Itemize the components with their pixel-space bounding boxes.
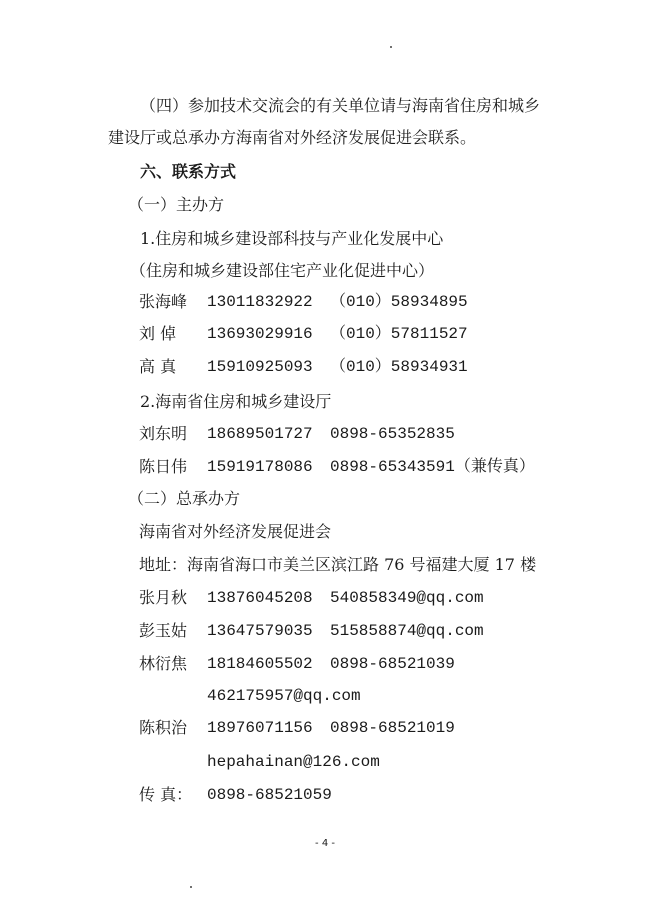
contact-name: 陈日伟 [139,457,188,476]
contact-name: 陈积治 [139,718,188,737]
contact-email: 462175957@qq.com [207,687,361,705]
contact-phone: （010）58934895 [330,293,468,311]
item4-line1: （四）参加技术交流会的有关单位请与海南省住房和城乡 [140,96,541,115]
contact-name: 刘 倬 [139,324,177,343]
contact-phone: （010）57811527 [330,325,468,343]
page-number: - 4 - [315,838,335,849]
item4-line2: 建设厅或总承办方海南省对外经济发展促进会联系。 [108,128,477,147]
sponsor-org1-alias: （住房和城乡建设部住宅产业化促进中心） [130,261,435,280]
contact-name: 刘东明 [139,424,188,443]
section6-heading: 六、联系方式 [140,162,237,181]
contact-name: 高 真 [139,357,177,376]
fax-number: 0898-68521059 [207,786,332,804]
contact-mobile: 18976071156 [207,719,313,737]
organizer-org: 海南省对外经济发展促进会 [139,522,332,541]
contact-name: 林衍焦 [139,654,188,673]
contact-name: 彭玉姑 [139,621,188,640]
contact-phone: 0898-65352835 [330,425,455,443]
contact-mobile: 13647579035 [207,622,313,640]
contact-name: 张海峰 [139,292,188,311]
sponsor-org2: 2.海南省住房和城乡建设厅 [140,392,332,411]
sponsor-heading: （一）主办方 [128,195,225,214]
contact-phone: 0898-68521039 [330,655,455,673]
fax-label: 传 真： [139,785,193,804]
scan-speck-top [390,46,392,48]
contact-mobile: 15919178086 [207,458,313,476]
contact-email: 515858874@qq.com [330,622,484,640]
sponsor-org1: 1.住房和城乡建设部科技与产业化发展中心 [140,229,444,248]
contact-mobile: 13693029916 [207,325,313,343]
contact-mobile: 15910925093 [207,358,313,376]
organizer-heading: （二）总承办方 [128,489,241,508]
contact-email: hepahainan@126.com [207,753,380,771]
contact-name: 张月秋 [139,588,188,607]
contact-phone: 0898-68521019 [330,719,455,737]
contact-phone: 0898-65343591（兼传真） [330,458,535,476]
scan-speck-bottom [190,886,192,888]
contact-mobile: 18689501727 [207,425,313,443]
contact-mobile: 13876045208 [207,589,313,607]
contact-email: 540858349@qq.com [330,589,484,607]
organizer-address: 地址：海南省海口市美兰区滨江路 76 号福建大厦 17 楼 [139,555,537,574]
contact-mobile: 13011832922 [207,293,313,311]
contact-mobile: 18184605502 [207,655,313,673]
contact-phone: （010）58934931 [330,358,468,376]
